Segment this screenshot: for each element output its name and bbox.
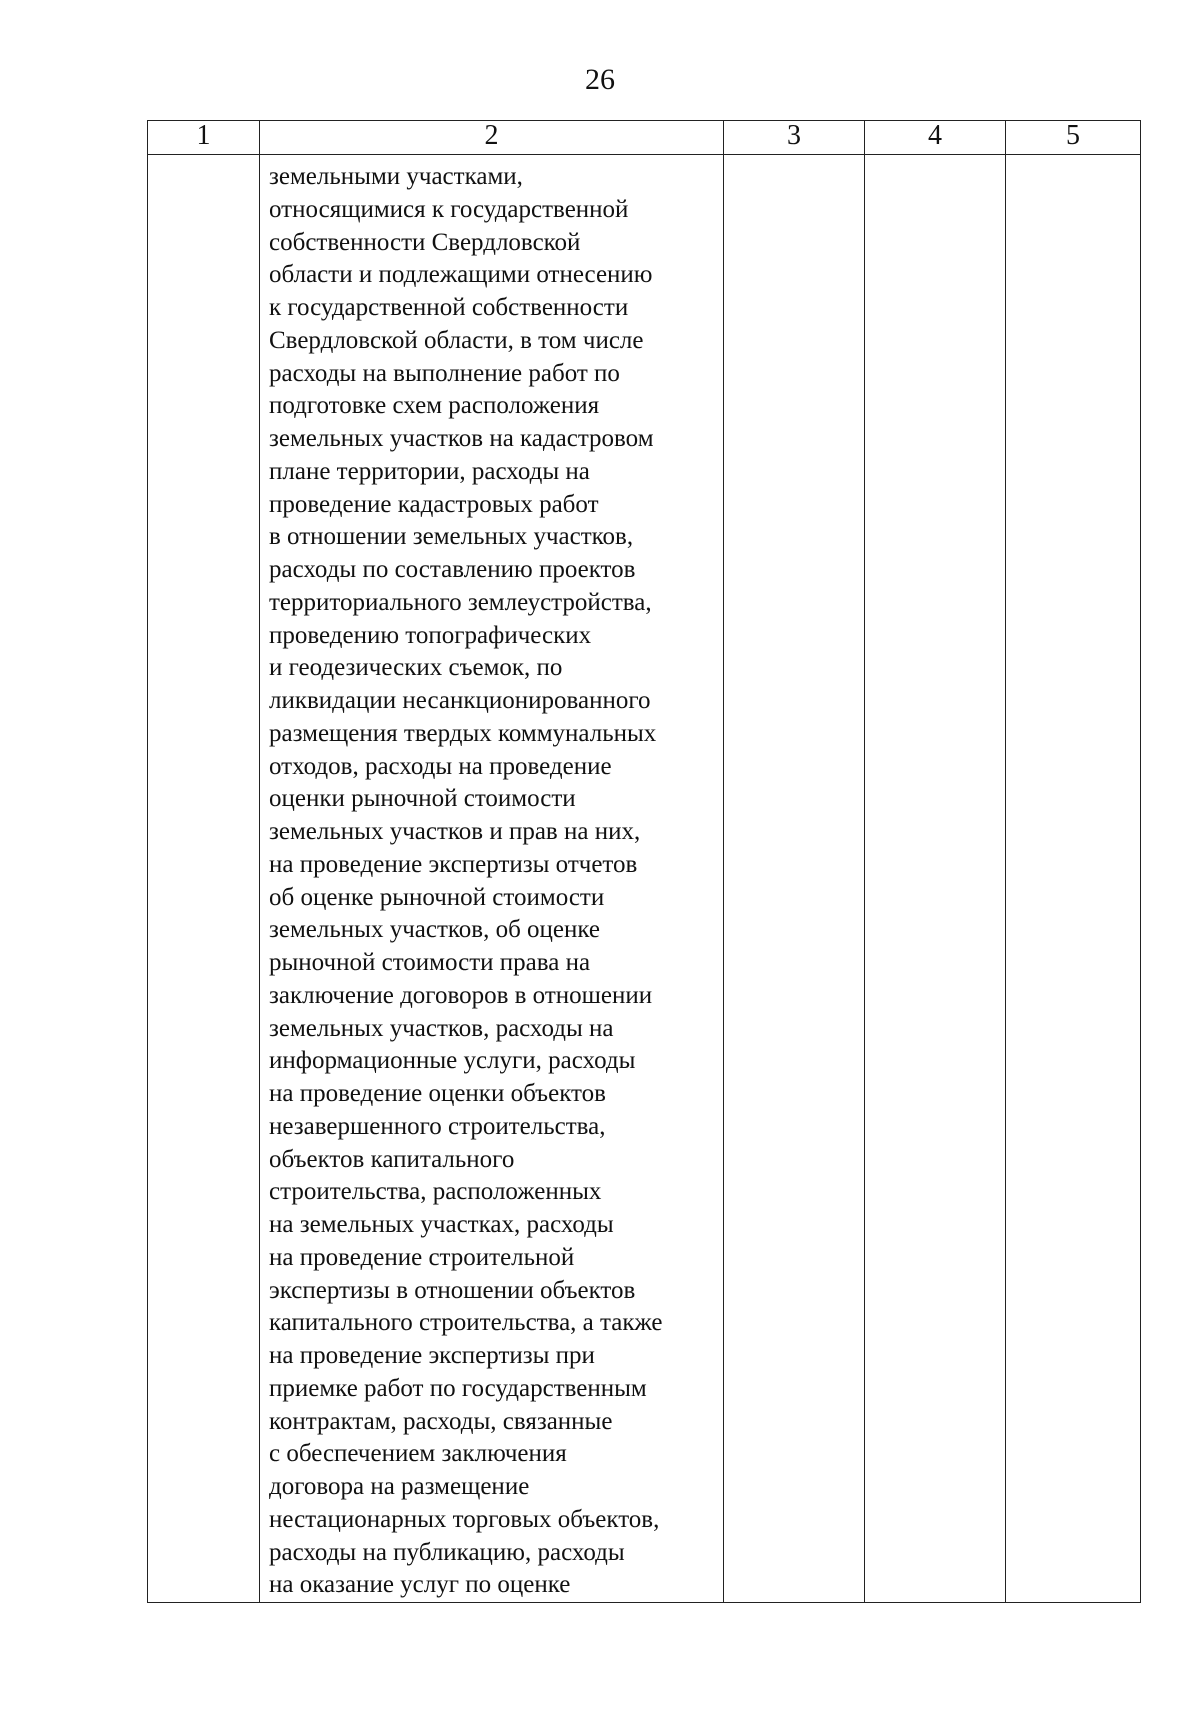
text-line: на проведение экспертизы при [269, 1342, 595, 1369]
table-header-row [148, 121, 1141, 155]
text-line: объектов капитального [269, 1145, 515, 1173]
text-line: относящимися к государственной [269, 195, 629, 223]
column-header-1: 1 [148, 121, 260, 155]
text-line: ликвидации несанкционированного [269, 687, 651, 714]
cell-col-4 [865, 155, 1006, 1603]
text-line: информационные услуги, расходы [269, 1047, 636, 1075]
page-number: 26 [585, 63, 615, 96]
cell-col-2 [260, 155, 724, 1603]
text-line: капитального строительства, а также [269, 1309, 663, 1337]
column-header-2: 2 [260, 121, 724, 155]
text-line: с обеспечением заключения [269, 1440, 567, 1468]
description-text [260, 155, 723, 1602]
text-line: рыночной стоимости права на [269, 949, 591, 976]
text-line: на проведение строительной [269, 1243, 575, 1271]
column-header-3: 3 [724, 121, 865, 155]
text-line: к государственной собственности [269, 294, 629, 321]
text-line: расходы по составлению проектов [269, 556, 636, 583]
cell-col-5 [1006, 155, 1141, 1603]
text-line: оценки рыночной стоимости [269, 785, 576, 813]
text-line: проведению топографических [269, 621, 592, 649]
text-line: на земельных участках, расходы [269, 1211, 614, 1238]
text-line: Свердловской области, в том числе [269, 326, 644, 354]
text-line: строительства, расположенных [269, 1178, 602, 1206]
text-line: размещения твердых коммунальных [269, 719, 657, 747]
text-line: об оценке рыночной стоимости [269, 883, 605, 911]
text-line: расходы на выполнение работ по [269, 359, 620, 387]
column-header-5: 5 [1006, 121, 1141, 155]
text-line: проведение кадастровых работ [269, 490, 599, 518]
cell-col-3 [724, 155, 865, 1603]
text-line: земельных участков на кадастровом [269, 425, 654, 452]
text-line: контрактам, расходы, связанные [269, 1407, 613, 1435]
cell-col-1 [148, 155, 260, 1603]
text-line: на проведение оценки объектов [269, 1080, 606, 1107]
text-line: нестационарных торговых объектов, [269, 1505, 660, 1533]
text-line: отходов, расходы на проведение [269, 752, 612, 780]
text-line: области и подлежащими отнесению [269, 261, 653, 289]
text-line: на проведение экспертизы отчетов [269, 850, 638, 878]
text-line: плане территории, расходы на [269, 457, 590, 485]
text-line: земельными участками, [269, 163, 523, 190]
document-table [147, 120, 1141, 1603]
text-line: земельных участков, расходы на [269, 1014, 614, 1042]
text-line: земельных участков, об оценке [269, 916, 601, 944]
text-line: в отношении земельных участков, [269, 523, 634, 551]
text-line: собственности Свердловской [269, 228, 581, 256]
text-line: расходы на публикацию, расходы [269, 1538, 625, 1566]
text-line: территориального землеустройства, [269, 588, 652, 616]
text-line: подготовке схем расположения [269, 392, 600, 420]
table-row [148, 155, 1141, 1603]
text-line: экспертизы в отношении объектов [269, 1276, 636, 1304]
text-line: и геодезических съемок, по [269, 654, 563, 682]
text-line: договора на размещение [269, 1473, 530, 1500]
text-line: заключение договоров в отношении [269, 981, 653, 1009]
text-line: незавершенного строительства, [269, 1112, 606, 1140]
column-header-4: 4 [865, 121, 1006, 155]
text-line: на оказание услуг по оценке [269, 1571, 571, 1599]
text-line: приемке работ по государственным [269, 1374, 647, 1402]
text-line: земельных участков и прав на них, [269, 818, 641, 845]
